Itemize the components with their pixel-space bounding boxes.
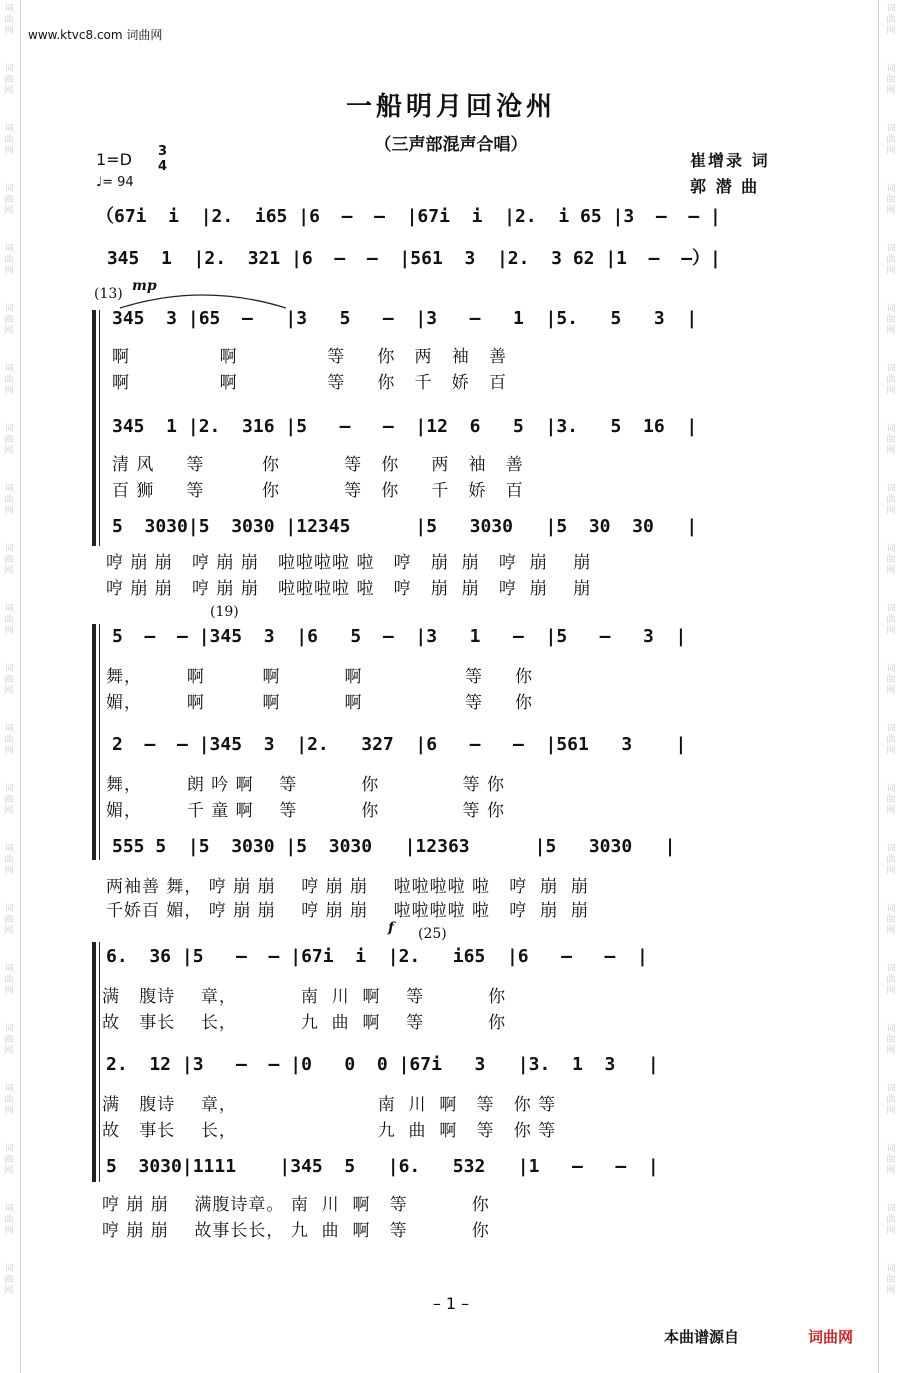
song-subtitle: （三声部混声合唱）: [374, 135, 528, 155]
side-watermark-mark: 词 曲 网: [886, 184, 896, 216]
bass-notes: 555 5 |5 3030 |5 3030 |12363 |5 3030 |: [112, 836, 676, 857]
system-bracket-line: [99, 624, 100, 860]
key-signature: 1=D: [96, 150, 132, 169]
phrase-slur: [118, 288, 288, 310]
side-watermark-mark: 词 曲 网: [886, 544, 896, 576]
intro-line-2: 345 1 |2. 321 |6 – – |561 3 |2. 3 62 |1 – –）|: [96, 248, 721, 269]
side-watermark-mark: 词 曲 网: [886, 724, 896, 756]
side-watermark-mark: 词 曲 网: [4, 1024, 14, 1056]
soprano-lyrics-verse-1: 啊 啊 等 你 两 袖 善: [112, 347, 507, 367]
alto-lyrics-verse-2: 故 事长 长， 九 曲 啊 等 你 等: [102, 1121, 557, 1141]
bass-notes: 5 3030|5 3030 |12345 |5 3030 |5 30 30 |: [112, 516, 698, 537]
side-watermark-mark: 词 曲 网: [886, 1144, 896, 1176]
side-watermark-mark: 词 曲 网: [4, 544, 14, 576]
bass-lyrics-verse-2: 千娇百 媚， 哼 崩 崩 哼 崩 崩 啦啦啦啦 啦 哼 崩 崩: [106, 901, 589, 921]
song-title: 一船明月回沧州: [345, 92, 556, 122]
side-watermark-mark: 词 曲 网: [4, 784, 14, 816]
score-system-2: [92, 600, 808, 920]
composer-credit: 郭 潜 曲: [690, 177, 760, 196]
side-watermark-mark: 词 曲 网: [4, 1264, 14, 1296]
system-bracket: [92, 942, 96, 1182]
right-watermark-column: [884, 0, 898, 1373]
bass-notes: 5 3030|1111 |345 5 |6. 532 |1 – – |: [106, 1156, 659, 1177]
side-watermark-mark: 词 曲 网: [886, 1204, 896, 1236]
side-watermark-mark: 词 曲 网: [886, 784, 896, 816]
soprano-lyrics-verse-1: 舞， 啊 啊 啊 等 你: [106, 667, 533, 687]
bass-lyrics-verse-1: 哼 崩 崩 满腹诗章。 南 川 啊 等 你: [102, 1195, 490, 1215]
alto-notes: 2 – – |345 3 |2. 327 |6 – – |561 3 |: [112, 734, 687, 755]
meter-top: 3: [158, 144, 168, 159]
intro-line-1: （67i i |2. i65 |6 – – |67i i |2. i 65 |3 – – |: [96, 206, 721, 227]
lyricist-credit: 崔增录 词: [690, 151, 770, 170]
alto-notes: 345 1 |2. 316 |5 – – |12 6 5 |3. 5 16 |: [112, 416, 698, 437]
side-watermark-mark: 词 曲 网: [4, 184, 14, 216]
side-watermark-mark: 词 曲 网: [4, 64, 14, 96]
left-watermark-column: [2, 0, 16, 1373]
right-page-edge: [878, 0, 879, 1373]
soprano-notes: 5 – – |345 3 |6 5 – |3 1 – |5 – 3 |: [112, 626, 687, 647]
source-label: 本曲谱源自: [664, 1328, 740, 1346]
dynamic-mark: mp: [132, 278, 157, 294]
left-page-edge: [20, 0, 21, 1373]
side-watermark-mark: 词 曲 网: [886, 844, 896, 876]
side-watermark-mark: 词 曲 网: [4, 364, 14, 396]
dynamic-mark: f: [388, 920, 395, 936]
side-watermark-mark: 词 曲 网: [4, 424, 14, 456]
side-watermark-mark: 词 曲 网: [4, 124, 14, 156]
side-watermark-mark: 词 曲 网: [886, 904, 896, 936]
side-watermark-mark: 词 曲 网: [886, 244, 896, 276]
side-watermark-mark: 词 曲 网: [886, 1024, 896, 1056]
side-watermark-mark: 词 曲 网: [886, 364, 896, 396]
tempo-marking: ♩= 94: [96, 175, 134, 190]
score-system-1: [92, 280, 808, 600]
meter-bottom: 4: [158, 159, 168, 174]
time-signature: [158, 144, 167, 174]
alto-lyrics-verse-1: 清 风 等 你 等 你 两 袖 善: [112, 455, 524, 475]
measure-number: (25): [418, 926, 447, 942]
side-watermark-mark: 词 曲 网: [886, 604, 896, 636]
alto-lyrics-verse-2: 媚， 千 童 啊 等 你 等 你: [106, 801, 505, 821]
soprano-notes: 6. 36 |5 – – |67i i |2. i65 |6 – – |: [106, 946, 648, 967]
measure-number: (13): [94, 286, 123, 302]
soprano-lyrics-verse-1: 满 腹诗 章， 南 川 啊 等 你: [102, 987, 507, 1007]
alto-lyrics-verse-1: 舞， 朗 吟 啊 等 你 等 你: [106, 775, 505, 795]
side-watermark-mark: 词 曲 网: [4, 304, 14, 336]
side-watermark-mark: 词 曲 网: [4, 604, 14, 636]
side-watermark-mark: 词 曲 网: [4, 1084, 14, 1116]
side-watermark-mark: 词 曲 网: [886, 124, 896, 156]
system-bracket: [92, 310, 96, 546]
side-watermark-mark: 词 曲 网: [886, 4, 896, 36]
alto-notes: 2. 12 |3 – – |0 0 0 |67i 3 |3. 1 3 |: [106, 1054, 659, 1075]
side-watermark-mark: 词 曲 网: [4, 244, 14, 276]
side-watermark-mark: 词 曲 网: [4, 964, 14, 996]
side-watermark-mark: 词 曲 网: [886, 304, 896, 336]
side-watermark-mark: 词 曲 网: [886, 1084, 896, 1116]
system-bracket-line: [99, 942, 100, 1182]
bass-lyrics-verse-2: 哼 崩 崩 故事长长， 九 曲 啊 等 你: [102, 1221, 490, 1241]
side-watermark-mark: 词 曲 网: [886, 484, 896, 516]
soprano-lyrics-verse-2: 媚， 啊 啊 啊 等 你: [106, 693, 533, 713]
alto-lyrics-verse-1: 满 腹诗 章， 南 川 啊 等 你 等: [102, 1095, 557, 1115]
side-watermark-mark: 词 曲 网: [4, 844, 14, 876]
side-watermark-mark: 词 曲 网: [4, 4, 14, 36]
bass-lyrics-verse-2: 哼 崩 崩 哼 崩 崩 啦啦啦啦 啦 哼 崩 崩 哼 崩 崩: [106, 579, 592, 599]
site-url[interactable]: www.ktvc8.com 词曲网: [28, 28, 163, 42]
measure-number: (19): [210, 604, 239, 620]
intro-system: [96, 198, 808, 268]
side-watermark-mark: 词 曲 网: [4, 1144, 14, 1176]
side-watermark-mark: 词 曲 网: [4, 904, 14, 936]
side-watermark-mark: 词 曲 网: [4, 1204, 14, 1236]
side-watermark-mark: 词 曲 网: [886, 964, 896, 996]
bass-lyrics-verse-1: 哼 崩 崩 哼 崩 崩 啦啦啦啦 啦 哼 崩 崩 哼 崩 崩: [106, 553, 592, 573]
alto-lyrics-verse-2: 百 狮 等 你 等 你 千 娇 百: [112, 481, 524, 501]
bass-lyrics-verse-1: 两袖善 舞， 哼 崩 崩 哼 崩 崩 啦啦啦啦 啦 哼 崩 崩: [106, 877, 589, 897]
soprano-notes: 345 3 |65 – |3 5 – |3 – 1 |5. 5 3 |: [112, 308, 698, 329]
soprano-lyrics-verse-2: 故 事长 长， 九 曲 啊 等 你: [102, 1013, 507, 1033]
soprano-lyrics-verse-2: 啊 啊 等 你 千 娇 百: [112, 373, 507, 393]
side-watermark-mark: 词 曲 网: [886, 424, 896, 456]
page-number: – 1 –: [432, 1294, 470, 1313]
side-watermark-mark: 词 曲 网: [4, 484, 14, 516]
brand-link[interactable]: 词曲网: [808, 1328, 854, 1346]
side-watermark-mark: 词 曲 网: [4, 724, 14, 756]
side-watermark-mark: 词 曲 网: [886, 1264, 896, 1296]
side-watermark-mark: 词 曲 网: [886, 64, 896, 96]
score-system-3: [92, 920, 808, 1250]
side-watermark-mark: 词 曲 网: [4, 664, 14, 696]
system-bracket: [92, 624, 96, 860]
side-watermark-mark: 词 曲 网: [886, 664, 896, 696]
system-bracket-line: [99, 310, 100, 546]
